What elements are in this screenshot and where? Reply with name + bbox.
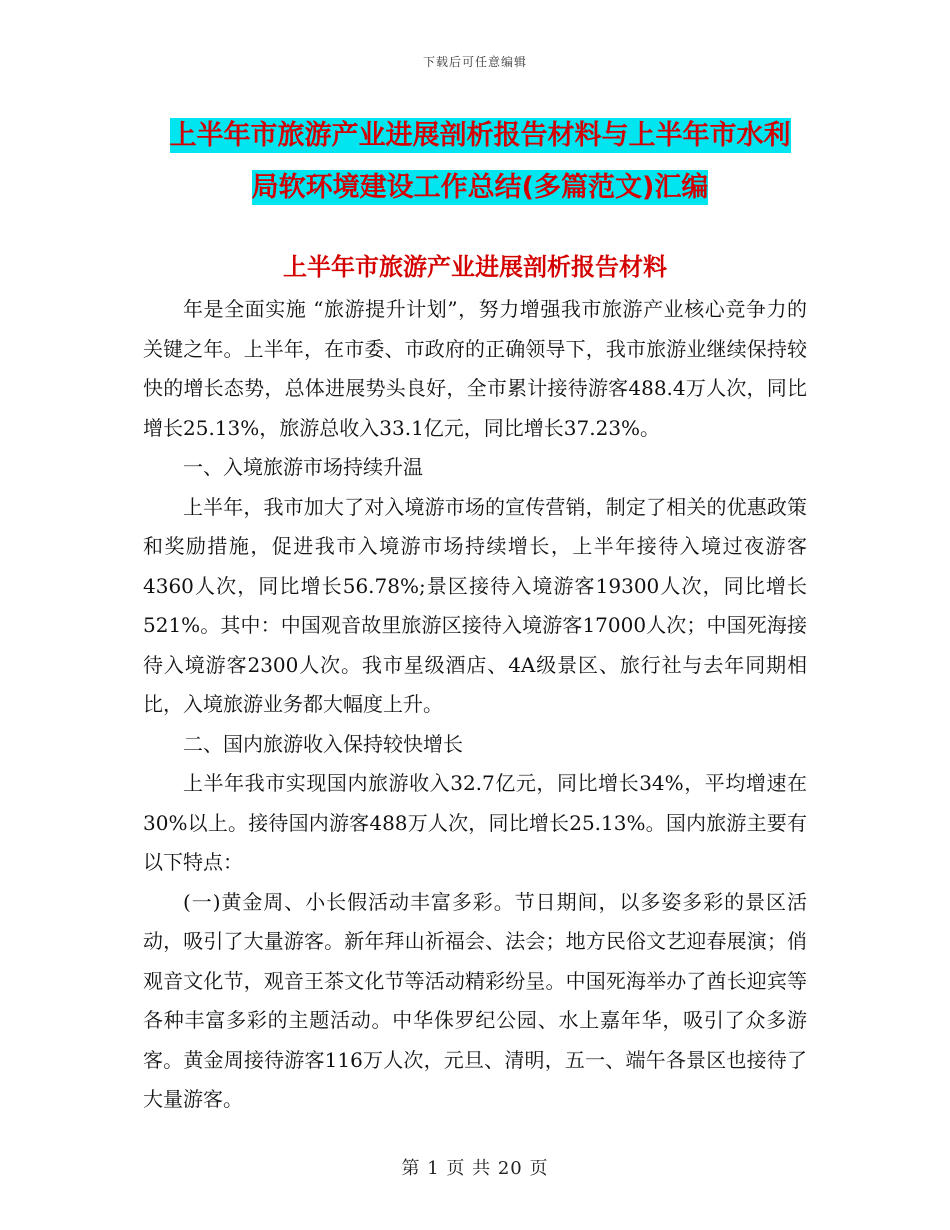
page-number: 第 1 页 共 20 页	[401, 1158, 549, 1179]
paragraph-inbound-tourism: 上半年，我市加大了对入境游市场的宣传营销，制定了相关的优惠政策和奖励措施，促进我市入境游市场持续增长，上半年接待入境过夜游客4360人次，同比增长56.78%;景区接待入境游客19300人次，同比增长521%。其中：中国观音故里旅游区接待入境游客17000人次；中国死海接待入境游客2300人次。我市星级酒店、4A级景区、旅行社与去年同期相比，入境旅游业务都大幅度上升。	[143, 494, 807, 716]
section-title: 上半年市旅游产业进展剖析报告材料	[283, 253, 667, 281]
document-title-line-2: 局软环境建设工作总结(多篇范文)汇编	[251, 172, 709, 203]
heading-domestic-tourism: 二、国内旅游收入保持较快增长	[183, 731, 463, 756]
paragraph-intro: 年是全面实施 “旅游提升计划”，努力增强我市旅游产业核心竞争力的关键之年。上半年，在市委、市政府的正确领导下，我市旅游业继续保持较快的增长态势，总体进展势头良好，全市累计接待游客488.4万人次，同比增长25.13%，旅游总收入33.1亿元，同比增长37.23%。	[143, 297, 807, 440]
paragraph-golden-week: (一)黄金周、小长假活动丰富多彩。节日期间，以多姿多彩的景区活动，吸引了大量游客。新年拜山祈福会、法会；地方民俗文艺迎春展演；俏观音文化节，观音王茶文化节等活动精彩纷呈。中国死海举办了酋长迎宾等各种丰富多彩的主题活动。中华侏罗纪公园、水上嘉年华，吸引了众多游客。黄金周接待游客116万人次，元旦、清明，五一、端午各景区也接待了大量游客。	[143, 889, 807, 1111]
document-title-line-1: 上半年市旅游产业进展剖析报告材料与上半年市水利	[169, 120, 791, 151]
paragraph-domestic-tourism: 上半年我市实现国内旅游收入32.7亿元，同比增长34%，平均增速在30%以上。接待国内游客488万人次，同比增长25.13%。国内旅游主要有以下特点：	[143, 771, 807, 874]
heading-inbound-tourism: 一、入境旅游市场持续升温	[183, 455, 423, 479]
body-text	[143, 290, 807, 1120]
header-note: 下载后可任意编辑	[422, 55, 527, 69]
document-title	[140, 110, 820, 214]
